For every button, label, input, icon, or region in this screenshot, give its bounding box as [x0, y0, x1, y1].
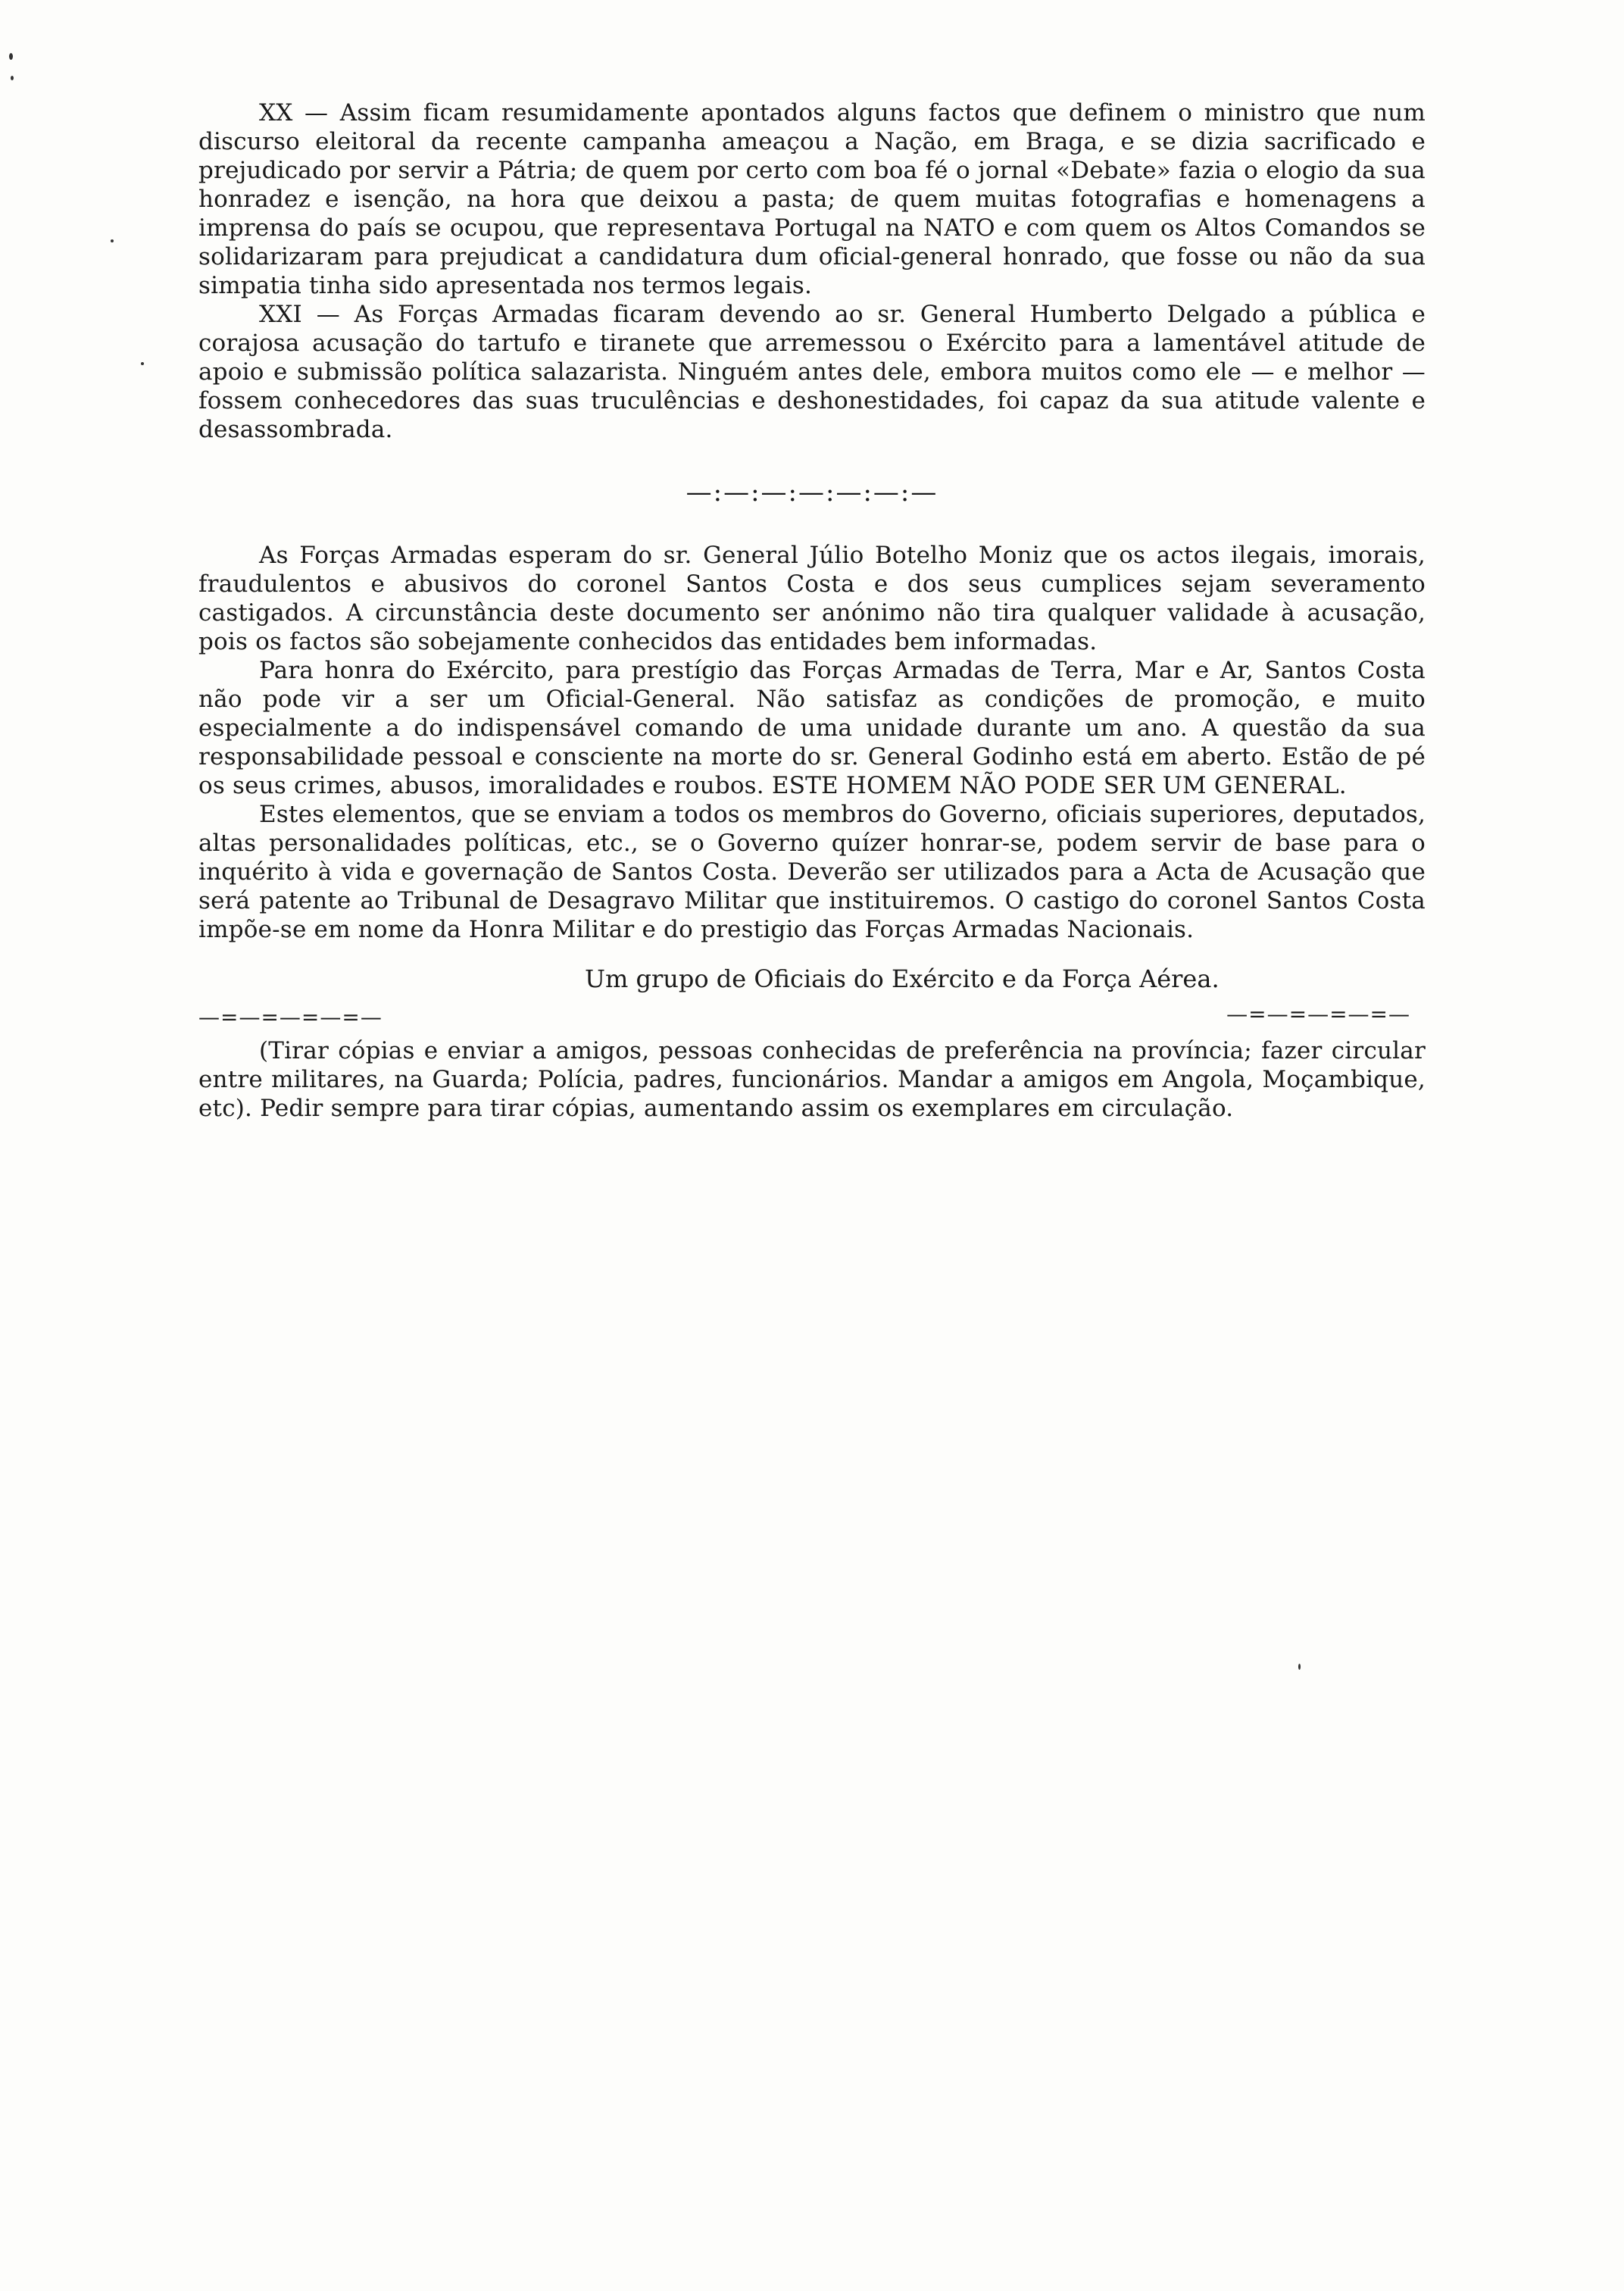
- paragraph-honor: Para honra do Exército, para prestígio das Forças Armadas de Terra, Mar e Ar, Santos Costa não pode vir a ser um Oficial-General. Não satisfaz as condições de promoção, e muito especialmente a do indispensável comando de uma unidade durante um ano. A questão da sua responsabilidade pessoal e consciente na morte do sr. General Godinho está em aberto. Estão de pé os seus crimes, abusos, imoralidades e roubos. ESTE HOMEM NÃO PODE SER UM GENERAL.: [198, 657, 1426, 799]
- paragraph-xxi: XXI — As Forças Armadas ficaram devendo ao sr. General Humberto Delgado a pública e corajosa acusação do tartufo e tiranete que arremessou o Exército para a lamentável atitude de apoio e submissão política salazarista. Ninguém antes dele, embora muitos como ele — e melhor — fossem conhecedores das suas truculências e deshonestidades, foi capaz da sua atitude valente e desassombrada.: [198, 301, 1426, 443]
- paragraph-xx: XX — Assim ficam resumidamente apontados alguns factos que definem o ministro que num discurso eleitoral da recente campanha ameaçou a Nação, em Braga, e se dizia sacrificado e prejudicado por servir a Pátria; de quem por certo com boa fé o jornal «Debate» fazia o elogio da sua honradez e isenção, na hora que deixou a pasta; de quem muitas fotografias e homenagens a imprensa do país se ocupou, que representava Portugal na NATO e com quem os Altos Comandos se solidarizaram para prejudicat a candidatura dum oficial-general honrado, que fosse ou não da sua simpatia tinha sido apresentada nos termos legais.: [198, 99, 1426, 299]
- paragraph-elements: Estes elementos, que se enviam a todos os membros do Governo, oficiais superiores, deputados, altas personalidades políticas, etc., se o Governo quízer honrar-se, podem servir de base para o inquérito à vida e governação de Santos Costa. Deverão ser utilizados para a Acta de Acusação que será patente ao Tribunal de Desagravo Militar que instituiremos. O castigo do coronel Santos Costa impõe-se em nome da Honra Militar e do prestigio das Forças Armadas Nacionais.: [198, 801, 1426, 943]
- section-divider: —:—:—:—:—:—:—: [686, 477, 938, 508]
- scan-speck: [1298, 1664, 1301, 1670]
- scan-speck: [9, 53, 13, 60]
- scan-speck: [11, 76, 14, 80]
- document-body: [198, 98, 1426, 1123]
- paragraph-expectations: As Forças Armadas esperam do sr. General Júlio Botelho Moniz que os actos ilegais, imorais, fraudulentos e abusivos do coronel Santos Costa e dos seus cumplices sejam severamento castigados. A circunstância deste documento ser anónimo não tira qualquer validade à acusação, pois os factos são sobejamente conhecidos das entidades bem informadas.: [198, 542, 1426, 655]
- dash-right: —=—=—=—=—: [1226, 1002, 1410, 1027]
- dash-left: —=—=—=—=—: [198, 1005, 383, 1030]
- dash-separator: [198, 1002, 1426, 1032]
- scan-speck: [141, 362, 144, 365]
- scan-speck: [111, 239, 114, 242]
- signature-line: Um grupo de Oficiais do Exército e da Força Aérea.: [585, 964, 1220, 993]
- distribution-note: (Tirar cópias e enviar a amigos, pessoas conhecidas de preferência na província; fazer circular entre militares, na Guarda; Polícia, padres, funcionários. Mandar a amigos em Angola, Moçambique, etc). Pedir sempre para tirar cópias, aumentando assim os exemplares em circulação.: [198, 1037, 1426, 1122]
